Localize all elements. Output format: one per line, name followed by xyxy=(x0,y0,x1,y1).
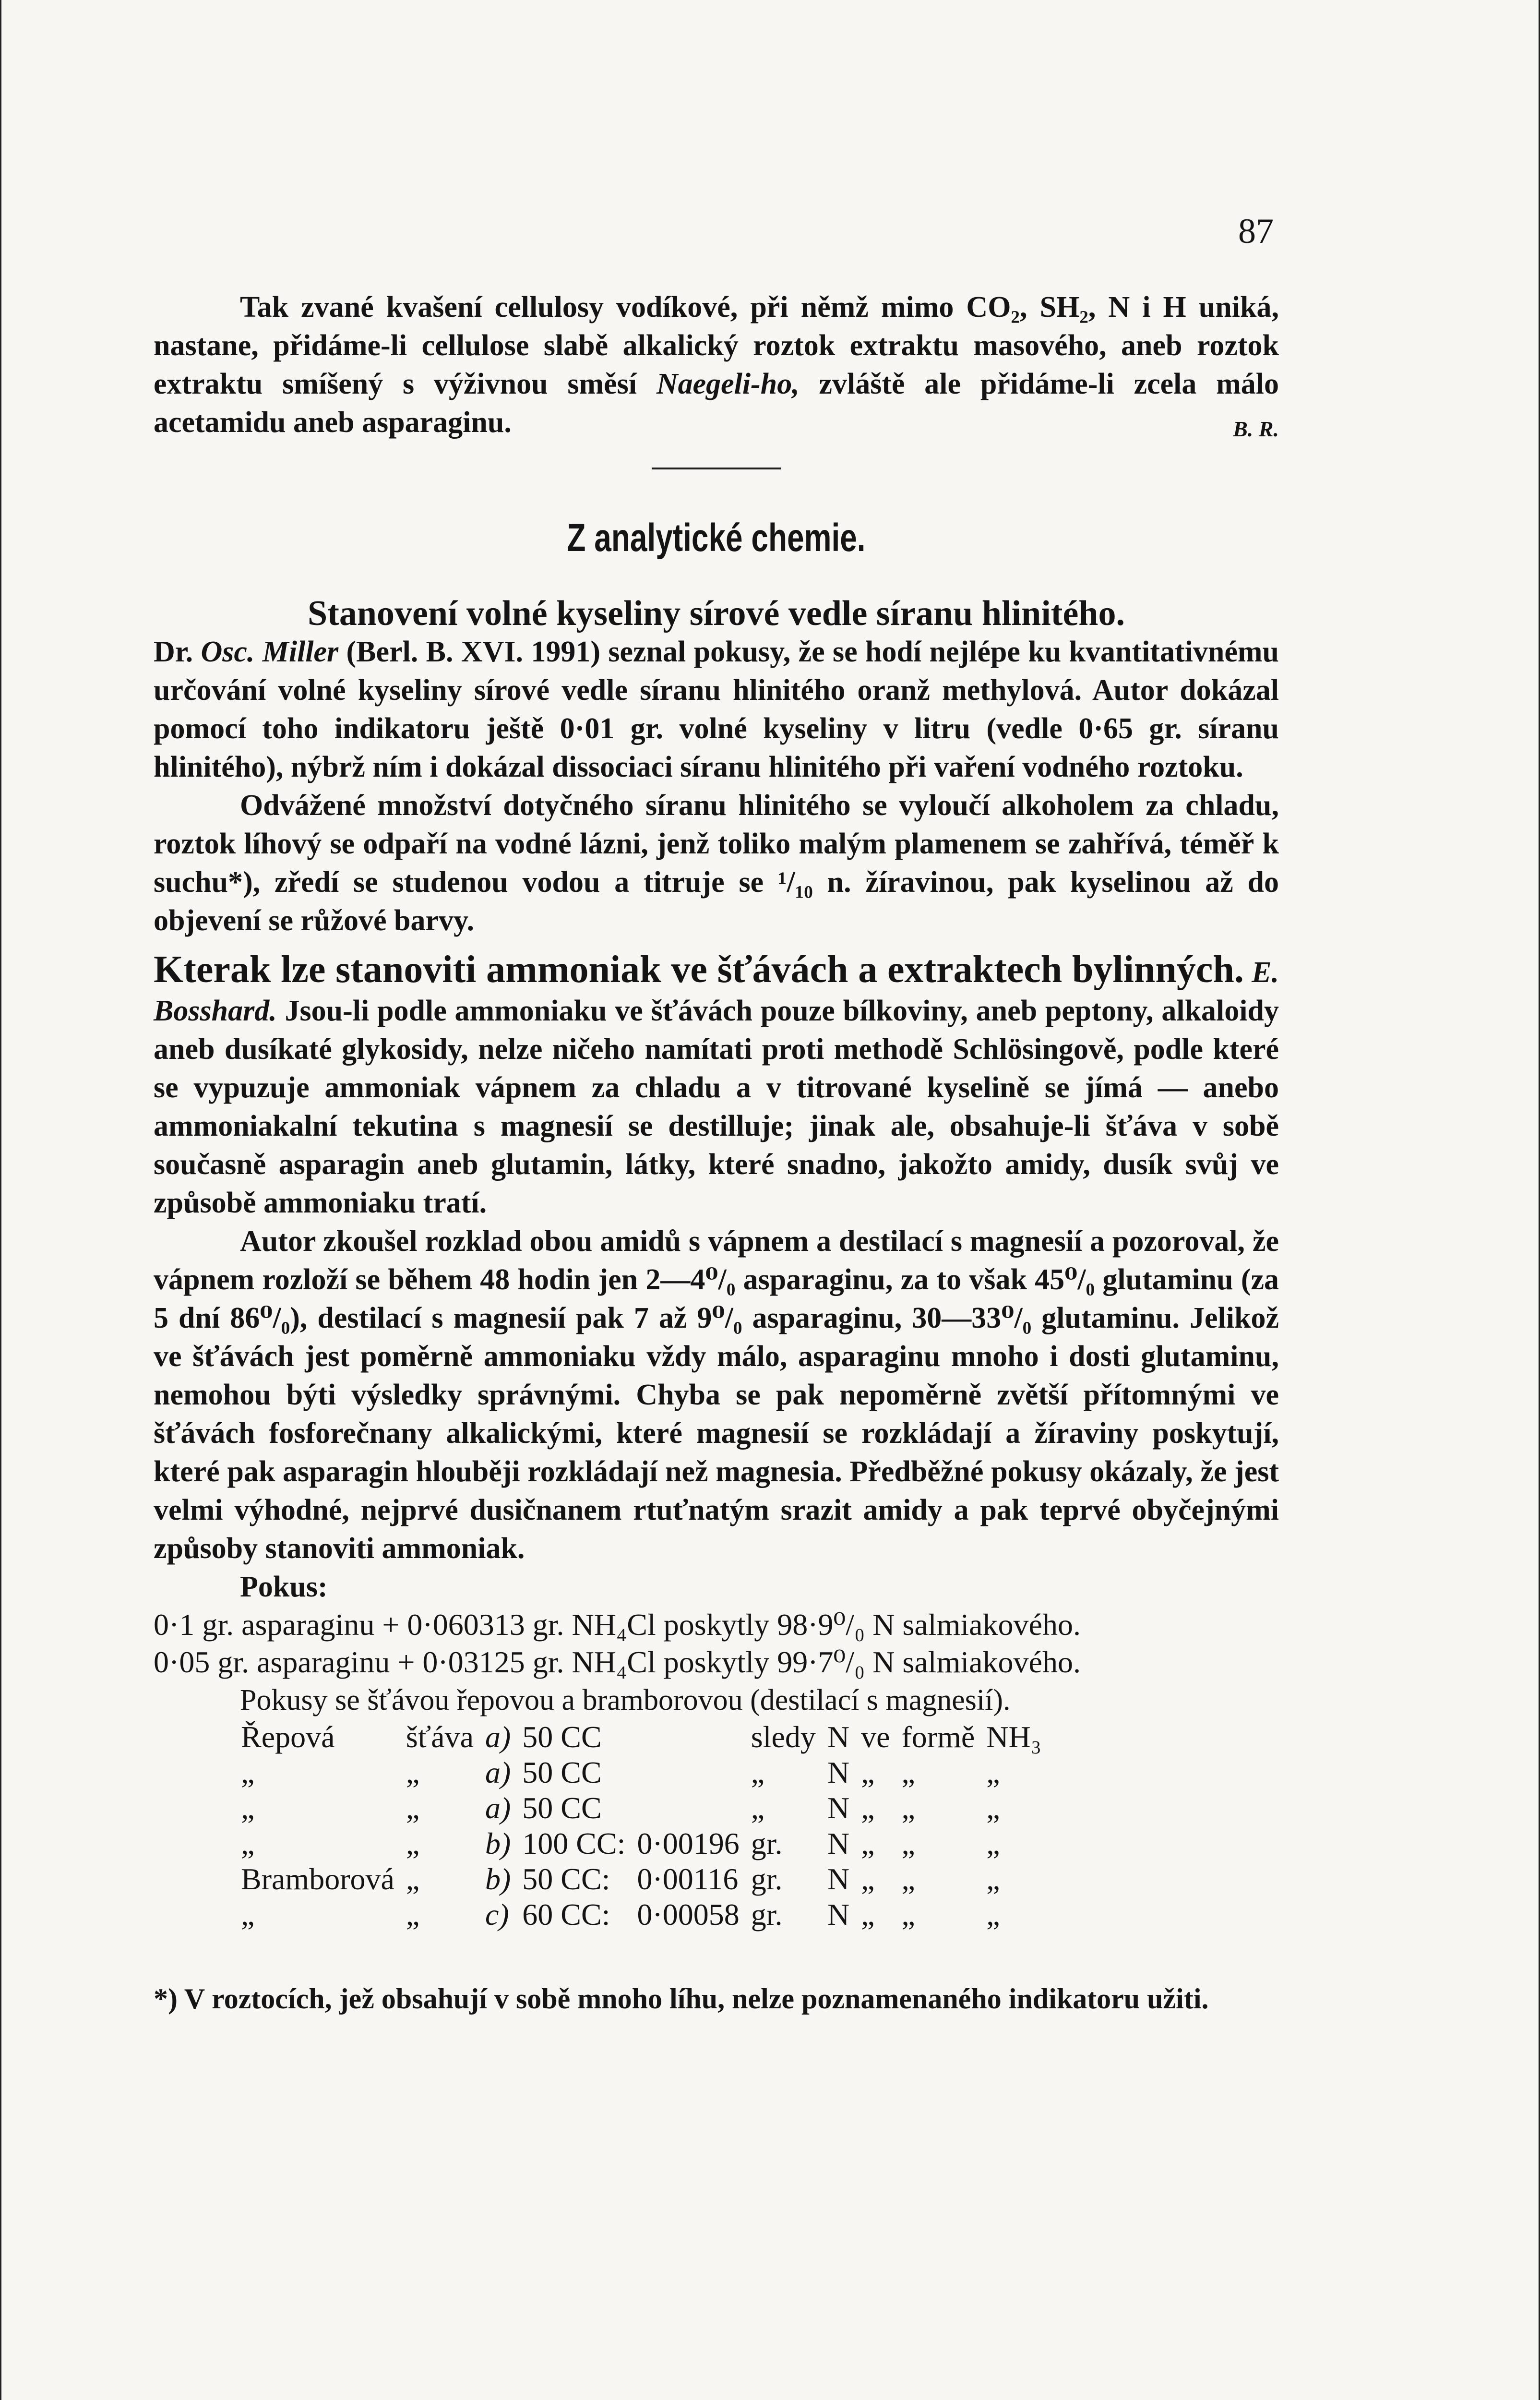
intro-name: Naegeli-ho, xyxy=(656,368,800,400)
results-cell: b) xyxy=(485,1826,511,1860)
footnote: *) V roztocích, jež obsahují v sobě mnoho líhu, nelze poznamenaného indikatoru užiti. xyxy=(154,1983,1209,2015)
article1-body xyxy=(154,633,1279,786)
pokus-line-2: 0·05 gr. asparaginu + 0·03125 gr. NH₄Cl poskytly 99·7⁰/₀ N salmiakového. xyxy=(154,1645,1081,1679)
results-cell: „ xyxy=(986,1826,1000,1860)
results-cell: „ xyxy=(901,1755,915,1789)
page-body xyxy=(154,202,1279,2017)
results-cell: gr. xyxy=(751,1862,783,1896)
intro-byline: B. R. xyxy=(1233,417,1279,441)
intro-tail: zvláště ale přidáme-li zcela málo acetamidu aneb asparaginu. xyxy=(154,368,1279,439)
results-cell xyxy=(631,1755,745,1790)
results-cell: sledy xyxy=(751,1720,816,1754)
intro-text: Tak zvané kvašení cellulosy vodíkové, při němž mimo CO₂, SH₂, N i H uniká, nastane, přidáme-li cellulose slabě alkalický roztok extraktu masového, aneb roztok extraktu smíšený s výživnou směsí xyxy=(154,291,1279,400)
article1-heading: Stanovení volné kyseliny sírové vedle síranu hlinitého. xyxy=(308,594,1125,633)
results-cell: „ xyxy=(241,1755,255,1789)
results-cell: 50 CC xyxy=(522,1720,602,1754)
results-cell: „ xyxy=(751,1791,765,1825)
results-cell: „ xyxy=(241,1826,255,1860)
results-cell: „ xyxy=(986,1862,1000,1896)
results-row xyxy=(235,1897,1047,1932)
results-cell: „ xyxy=(241,1791,255,1825)
results-cell: „ xyxy=(861,1862,875,1896)
results-cell: „ xyxy=(861,1826,875,1860)
results-cell: 0·00196 xyxy=(637,1826,740,1860)
results-cell: b) xyxy=(485,1862,511,1896)
results-cell: N xyxy=(827,1755,850,1789)
article2-heading: Kterak lze stanoviti ammoniak ve šťávách a extraktech bylinných. xyxy=(154,948,1244,991)
results-cell: Bramborová xyxy=(241,1862,394,1896)
article1-author: Osc. Miller xyxy=(201,636,339,668)
article2-lead xyxy=(154,949,1279,1222)
results-cell: c) xyxy=(485,1897,509,1932)
results-cell: „ xyxy=(901,1791,915,1825)
results-table xyxy=(235,1719,1047,1932)
article1-body2: Odvážené množství dotyčného síranu hlinitého se vyloučí alkoholem za chladu, roztok líhový se odpaří na vodné lázni, jenž toliko malým plamenem se zahřívá, téměř k suchu*), zředí se studenou vodou a titruje se ¹/₁₀ n. žíravinou, pak kyselinou až do objevení se růžové barvy. xyxy=(154,789,1279,937)
results-cell: „ xyxy=(406,1755,420,1789)
results-cell: a) xyxy=(485,1720,511,1754)
section-title: Z analytické chemie. xyxy=(567,516,866,560)
article2-text: Jsou-li podle ammoniaku ve šťávách pouze bílkoviny, aneb peptony, alkaloidy aneb dusíkaté glykosidy, nelze ničeho namítati proti methodě Schlösingově, podle které se vypuzuje ammoniak vápnem za chladu a v titrované kyselině se jímá — anebo ammoniakalní tekutina s magnesií se destilluje; jinak ale, obsahuje-li šťáva v sobě současně asparagin aneb glutamin, látky, které snadno, jakožto amidy, dusík svůj ve způsobě ammoniaku tratí. xyxy=(154,995,1279,1219)
results-cell: N xyxy=(827,1862,850,1896)
article1-text: (Berl. B. XVI. 1991) seznal pokusy, že se hodí nejlépe ku kvantitativnému určování volné kyseliny sírové vedle síranu hlinitého oranž methylová. Autor dokázal pomocí toho indikatoru ještě 0·01 gr. volné kyseliny v litru (vedle 0·65 gr. síranu hlinitého), nýbrž ním i dokázal dissociaci síranu hlinitého při vaření vodného roztoku. xyxy=(154,636,1279,783)
results-row xyxy=(235,1826,1047,1861)
results-row xyxy=(235,1790,1047,1826)
results-cell xyxy=(631,1719,745,1755)
article2-author: E. Bosshard. xyxy=(154,956,1279,1027)
article1-author-prefix: Dr. xyxy=(154,636,193,668)
results-cell: „ xyxy=(986,1791,1000,1825)
results-cell: gr. xyxy=(751,1897,783,1932)
results-cell: ve xyxy=(861,1720,890,1754)
results-cell: gr. xyxy=(751,1826,783,1860)
results-cell: „ xyxy=(241,1897,255,1932)
page-number: 87 xyxy=(1238,212,1274,251)
pokus-line-1: 0·1 gr. asparaginu + 0·060313 gr. NH₄Cl poskytly 98·9⁰/₀ N salmiakového. xyxy=(154,1608,1081,1642)
results-cell: formě xyxy=(901,1720,975,1754)
results-cell: 0·00116 xyxy=(637,1862,739,1896)
results-cell: N xyxy=(827,1826,850,1860)
results-cell: a) xyxy=(485,1755,511,1789)
results-cell: 60 CC: xyxy=(522,1897,610,1932)
results-cell: 0·00058 xyxy=(637,1897,740,1932)
results-cell: N xyxy=(827,1897,850,1932)
results-cell: N xyxy=(827,1720,850,1754)
results-cell: 50 CC xyxy=(522,1755,602,1789)
pokusy-intro: Pokusy se šťávou řepovou a bramborovou (destilací s magnesií). xyxy=(240,1684,1011,1716)
results-cell: 100 CC: xyxy=(522,1826,626,1860)
results-cell: „ xyxy=(986,1897,1000,1932)
results-cell: „ xyxy=(406,1826,420,1860)
results-cell: „ xyxy=(861,1791,875,1825)
results-row xyxy=(235,1719,1047,1755)
results-cell: „ xyxy=(751,1755,765,1789)
results-cell: „ xyxy=(406,1791,420,1825)
results-cell: a) xyxy=(485,1791,511,1825)
results-cell: „ xyxy=(861,1755,875,1789)
article2-body2: Autor zkoušel rozklad obou amidů s vápnem a destilací s magnesií a pozoroval, že vápnem rozloží se během 48 hodin jen 2—4⁰/₀ asparaginu, za to však 45⁰/₀ glutaminu (za 5 dní 86⁰/₀), destilací s magnesií pak 7 až 9⁰/₀ asparaginu, 30—33⁰/₀ glutaminu. Jelikož ve šťávách jest poměrně ammoniaku vždy málo, asparaginu mnoho i dosti glutaminu, nemohou býti výsledky správnými. Chyba se pak nepoměrně zvětší přítomnými ve šťávách fosforečnany alkalickými, které magnesií se rozkládají a žíraviny poskytují, které pak asparagin hlouběji rozkládají než magnesia. Předběžné pokusy okázaly, že jest velmi výhodné, nejprvé dusičnanem rtuťnatým srazit amidy a pak teprvé obyčejnými způsoby stanoviti ammoniak. xyxy=(154,1225,1279,1565)
results-cell: NH₃ xyxy=(986,1720,1042,1754)
results-cell: „ xyxy=(406,1862,420,1896)
results-cell: 50 CC: xyxy=(522,1862,610,1896)
results-cell: šťáva xyxy=(406,1720,474,1754)
page-edge-left xyxy=(0,0,1,2400)
intro-paragraph xyxy=(154,288,1279,442)
results-cell: Řepová xyxy=(241,1720,335,1754)
results-cell: „ xyxy=(986,1755,1000,1789)
divider xyxy=(652,468,781,469)
pokus-label: Pokus: xyxy=(240,1571,328,1603)
results-cell: N xyxy=(827,1791,850,1825)
results-cell xyxy=(631,1790,745,1826)
results-row xyxy=(235,1861,1047,1897)
results-cell: „ xyxy=(901,1862,915,1896)
results-cell: 50 CC xyxy=(522,1791,602,1825)
results-cell: „ xyxy=(901,1826,915,1860)
results-row xyxy=(235,1755,1047,1790)
results-cell: „ xyxy=(901,1897,915,1932)
results-cell: „ xyxy=(861,1897,875,1932)
results-cell: „ xyxy=(406,1897,420,1932)
